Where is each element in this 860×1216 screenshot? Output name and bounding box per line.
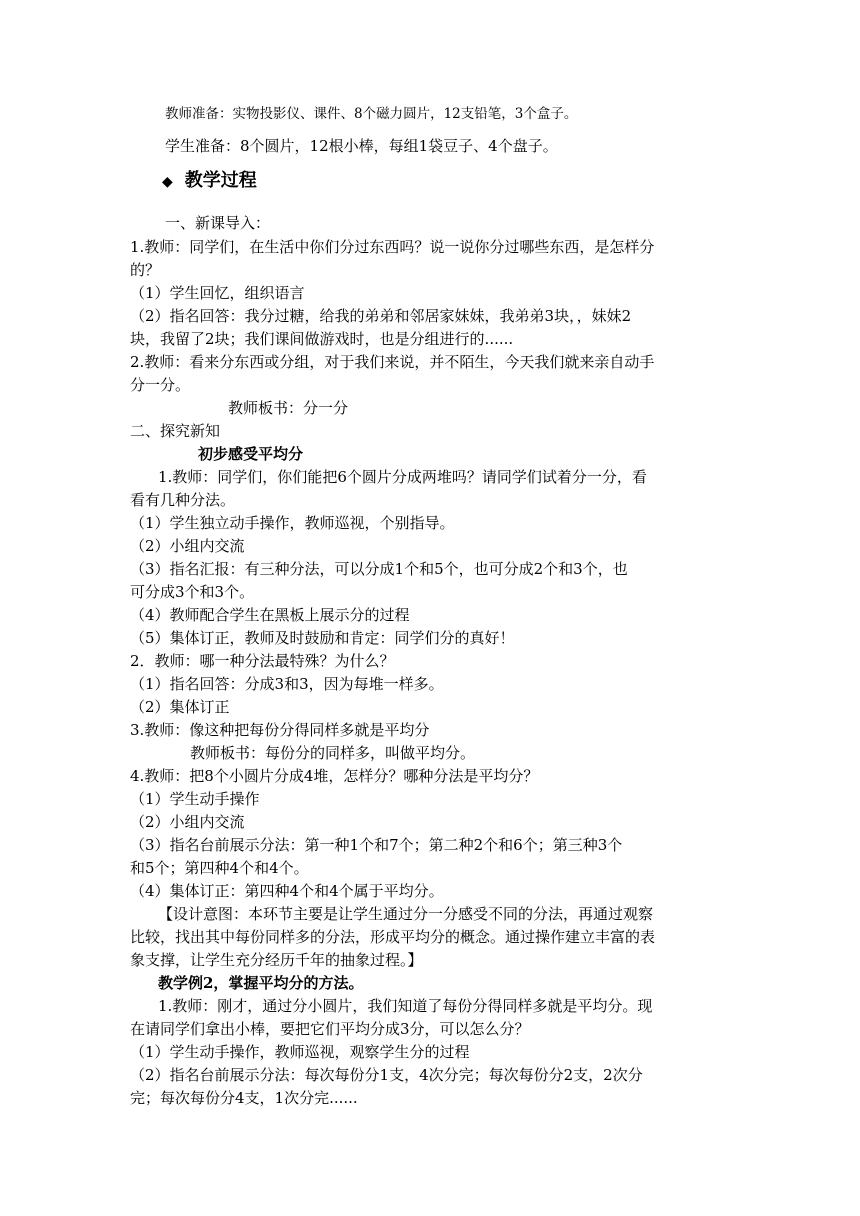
design-intent-line: 象支撑，让学生充分经历千年的抽象过程。】 [130, 951, 423, 969]
heading-text: 教学过程 [184, 170, 257, 191]
design-intent-line: 【设计意图：本环节主要是让学生通过分一分感受不同的分法，再通过观察 [158, 905, 654, 923]
paragraph-line: （2）小组内交流 [130, 813, 245, 831]
paragraph-line: （4）集体订正：第四种4个和4个属于平均分。 [130, 882, 444, 900]
section-title-explore: 二、探究新知 [130, 422, 221, 440]
paragraph-line: （5）集体订正，教师及时鼓励和肯定：同学们分的真好！ [130, 629, 515, 647]
paragraph-line: （3）指名台前展示分法：第一种1个和7个；第二种2个和6个；第三种3个 [130, 836, 623, 854]
paragraph-line: 和5个；第四种4个和4个。 [130, 859, 309, 877]
paragraph-line: 完；每次每份分4支，1次分完...... [130, 1089, 358, 1107]
paragraph-line: （2）指名回答：我分过糖，给我的弟弟和邻居家妹妹，我弟弟3块，，妹妹2 [130, 307, 632, 325]
diamond-bullet-icon: ◆ [162, 174, 173, 190]
paragraph-line: （4）教师配合学生在黑板上展示分的过程 [130, 606, 410, 624]
design-intent-line: 比较，找出其中每份同样多的分法，形成平均分的概念。通过操作建立丰富的表 [130, 928, 656, 946]
paragraph-line: 在请同学们拿出小棒，要把它们平均分成3分，可以怎么分？ [130, 1020, 530, 1038]
board-note: 教师板书：分一分 [228, 399, 349, 417]
section-title-intro: 一、新课导入： [165, 214, 271, 232]
paragraph-line: （1）学生动手操作，教师巡视，观察学生分的过程 [130, 1043, 470, 1061]
board-note: 教师板书：每份分的同样多，叫做平均分。 [190, 744, 476, 762]
paragraph-line: 1.教师：刚才，通过分小圆片，我们知道了每份分得同样多就是平均分。现 [158, 997, 653, 1015]
paragraph-line: 2．教师：哪一种分法最特殊？为什么？ [130, 652, 395, 670]
subsection-title: 初步感受平均分 [198, 445, 304, 463]
paragraph-line: 1.教师：同学们，你们能把6个圆片分成两堆吗？请同学们试着分一分，看 [158, 468, 647, 486]
section-heading-teaching-process [162, 170, 762, 193]
paragraph-line: （2）集体订正 [130, 698, 230, 716]
paragraph-line: 的？ [130, 261, 161, 279]
paragraph-line: 4.教师：把8个小圆片分成4堆，怎样分？哪种分法是平均分？ [130, 767, 539, 785]
paragraph-line: （2）小组内交流 [130, 537, 245, 555]
paragraph-line: 看有几种分法。 [130, 491, 236, 509]
paragraph-line: 分一分。 [130, 376, 191, 394]
subsection-title: 教学例2，掌握平均分的方法。 [158, 974, 364, 992]
paragraph-line: （1）学生回忆，组织语言 [130, 284, 305, 302]
student-preparation: 学生准备：8个圆片，12根小棒，每组1袋豆子、4个盘子。 [165, 137, 558, 155]
paragraph-line: （1）学生动手操作 [130, 790, 260, 808]
paragraph-line: （2）指名台前展示分法：每次每份分1支，4次分完；每次每份分2支，2次分 [130, 1066, 643, 1084]
paragraph-line: 3.教师：像这种把每份分得同样多就是平均分 [130, 721, 430, 739]
paragraph-line: （3）指名汇报：有三种分法，可以分成1个和5个，也可分成2个和3个，也 [130, 560, 628, 578]
paragraph-line: 块，我留了2块；我们课间做游戏时，也是分组进行的...... [130, 330, 514, 348]
paragraph-line: 1.教师：同学们，在生活中你们分过东西吗？说一说你分过哪些东西，是怎样分 [130, 238, 655, 256]
paragraph-line: 2.教师：看来分东西或分组，对于我们来说，并不陌生，今天我们就来亲自动手 [130, 353, 655, 371]
paragraph-line: （1）学生独立动手操作，教师巡视，个别指导。 [130, 514, 455, 532]
paragraph-line: 可分成3个和3个。 [130, 583, 255, 601]
teacher-preparation: 教师准备：实物投影仪、课件、8个磁力圆片，12支铅笔，3个盒子。 [165, 106, 578, 122]
paragraph-line: （1）指名回答：分成3和3，因为每堆一样多。 [130, 675, 444, 693]
